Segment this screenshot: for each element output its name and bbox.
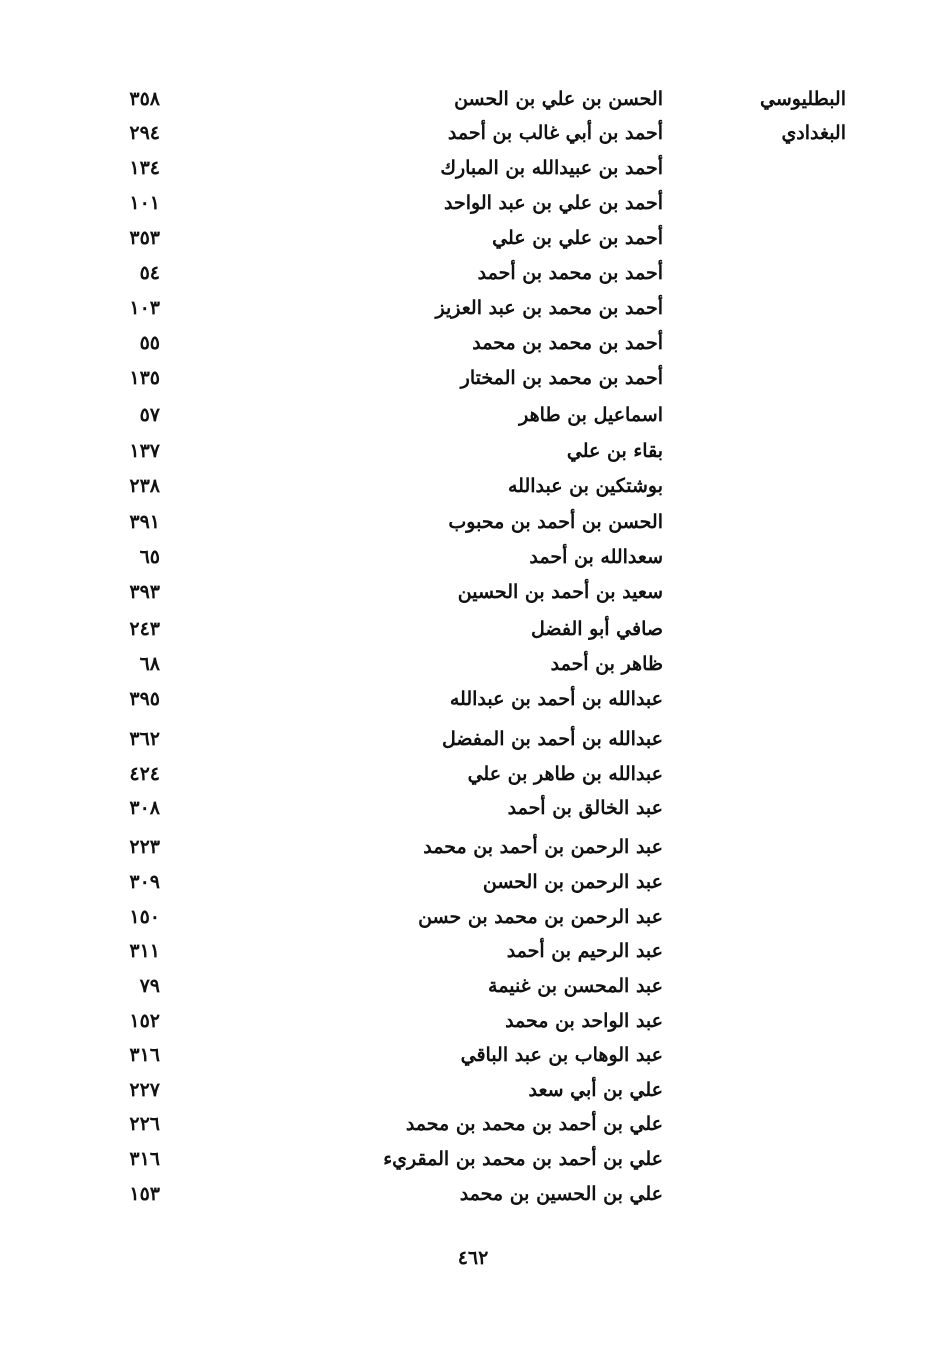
entry-page-number: ١٥٣	[129, 1183, 160, 1205]
entry-nisba: البطليوسي	[760, 88, 846, 110]
entry-name: عبد الرحمن بن الحسن	[482, 871, 663, 893]
entry-name: عبدالله بن أحمد بن عبدالله	[449, 688, 663, 710]
entry-page-number: ١٠١	[129, 192, 160, 214]
entry-name: أحمد بن محمد بن المختار	[460, 367, 663, 389]
entry-name: صافي أبو الفضل	[531, 618, 663, 640]
entry-page-number: ٦٥	[139, 546, 160, 568]
index-entry	[0, 685, 946, 719]
index-entry	[0, 1041, 946, 1075]
entry-page-number: ١٥٠	[129, 906, 160, 928]
entry-name: علي بن الحسين بن محمد	[459, 1183, 663, 1205]
index-entry	[0, 903, 946, 937]
entry-name: علي بن أحمد بن محمد بن محمد	[405, 1113, 663, 1135]
index-entry	[0, 119, 946, 153]
index-entry	[0, 1007, 946, 1041]
entry-page-number: ٣٩٥	[129, 688, 160, 710]
entry-name: علي بن أحمد بن محمد بن المقريء	[383, 1148, 663, 1170]
entry-page-number: ٣١٦	[129, 1044, 160, 1066]
index-entry	[0, 615, 946, 649]
entry-page-number: ٣١٦	[129, 1148, 160, 1170]
entry-name: عبد الرحمن بن محمد بن حسن	[418, 906, 663, 928]
entry-name: عبد الواحد بن محمد	[505, 1010, 663, 1032]
index-entry	[0, 650, 946, 684]
index-entry	[0, 794, 946, 828]
index-entry	[0, 437, 946, 471]
index-entry	[0, 937, 946, 971]
entry-page-number: ٢٢٦	[129, 1113, 160, 1135]
index-entry	[0, 1110, 946, 1144]
entry-page-number: ٥٧	[139, 404, 160, 426]
entry-page-number: ٥٥	[139, 332, 160, 354]
page-number: ٤٦٢	[457, 1247, 489, 1269]
index-entry	[0, 543, 946, 577]
index-entry	[0, 224, 946, 258]
index-entry	[0, 189, 946, 223]
entry-name: علي بن أبي سعد	[528, 1079, 663, 1101]
entry-name: عبد الخالق بن أحمد	[507, 797, 663, 819]
index-entry	[0, 85, 946, 119]
index-entry	[0, 578, 946, 612]
index-entry	[0, 833, 946, 867]
index-entry	[0, 472, 946, 506]
entry-page-number: ٣٠٨	[129, 797, 160, 819]
entry-page-number: ٣٦٢	[129, 728, 160, 750]
entry-page-number: ٢٢٧	[129, 1079, 160, 1101]
entry-page-number: ٣٩٣	[129, 581, 160, 603]
entry-page-number: ٣٥٨	[129, 88, 160, 110]
index-entry	[0, 868, 946, 902]
entry-page-number: ١٣٥	[129, 367, 160, 389]
entry-name: سعدالله بن أحمد	[529, 546, 663, 568]
entry-page-number: ١٣٤	[129, 157, 160, 179]
entry-page-number: ٢٣٨	[129, 475, 160, 497]
entry-page-number: ٥٤	[139, 262, 160, 284]
entry-page-number: ٣٥٣	[129, 227, 160, 249]
index-entry	[0, 972, 946, 1006]
entry-page-number: ٣١١	[129, 940, 160, 962]
entry-name: بوشتكين بن عبدالله	[507, 475, 663, 497]
entry-page-number: ٦٨	[139, 653, 160, 675]
entry-page-number: ٣٩١	[129, 511, 160, 533]
entry-name: الحسن بن علي بن الحسن	[454, 88, 663, 110]
index-entry	[0, 508, 946, 542]
entry-name: عبد المحسن بن غنيمة	[488, 975, 663, 997]
index-entry	[0, 1145, 946, 1179]
entry-name: أحمد بن عبيدالله بن المبارك	[440, 157, 663, 179]
entry-name: أحمد بن علي بن عبد الواحد	[444, 192, 663, 214]
index-entry	[0, 725, 946, 759]
index-entry	[0, 294, 946, 328]
index-entry	[0, 401, 946, 435]
entry-page-number: ٣٠٩	[129, 871, 160, 893]
entry-name: سعيد بن أحمد بن الحسين	[457, 581, 663, 603]
index-entry	[0, 364, 946, 398]
index-entry	[0, 259, 946, 293]
entry-page-number: ٢٢٣	[129, 836, 160, 858]
entry-name: أحمد بن محمد بن عبد العزيز	[435, 297, 663, 319]
entry-page-number: ١٣٧	[129, 440, 160, 462]
entry-name: عبدالله بن طاهر بن علي	[467, 763, 663, 785]
entry-page-number: ١٥٢	[129, 1010, 160, 1032]
entry-name: بقاء بن علي	[566, 440, 663, 462]
entry-name: أحمد بن أبي غالب بن أحمد	[447, 122, 663, 144]
index-entry	[0, 1076, 946, 1110]
entry-name: أحمد بن محمد بن أحمد	[477, 262, 663, 284]
entry-nisba: البغدادي	[781, 122, 846, 144]
entry-name: الحسن بن أحمد بن محبوب	[448, 511, 663, 533]
entry-name: عبد الرحمن بن أحمد بن محمد	[423, 836, 663, 858]
entry-name: عبد الرحيم بن أحمد	[506, 940, 663, 962]
index-entry	[0, 329, 946, 363]
entry-page-number: ٢٩٤	[129, 122, 160, 144]
entry-name: اسماعيل بن طاهر	[519, 404, 663, 426]
index-entry	[0, 154, 946, 188]
entry-name: ظاهر بن أحمد	[550, 653, 663, 675]
entry-page-number: ٤٢٤	[129, 763, 160, 785]
entry-name: أحمد بن محمد بن محمد	[472, 332, 663, 354]
index-entry	[0, 760, 946, 794]
entry-name: عبدالله بن أحمد بن المفضل	[441, 728, 663, 750]
entry-page-number: ٧٩	[139, 975, 160, 997]
index-entry	[0, 1180, 946, 1214]
entry-page-number: ١٠٣	[129, 297, 160, 319]
entry-page-number: ٢٤٣	[129, 618, 160, 640]
entry-name: عبد الوهاب بن عبد الباقي	[460, 1044, 663, 1066]
entry-name: أحمد بن علي بن علي	[492, 227, 663, 249]
